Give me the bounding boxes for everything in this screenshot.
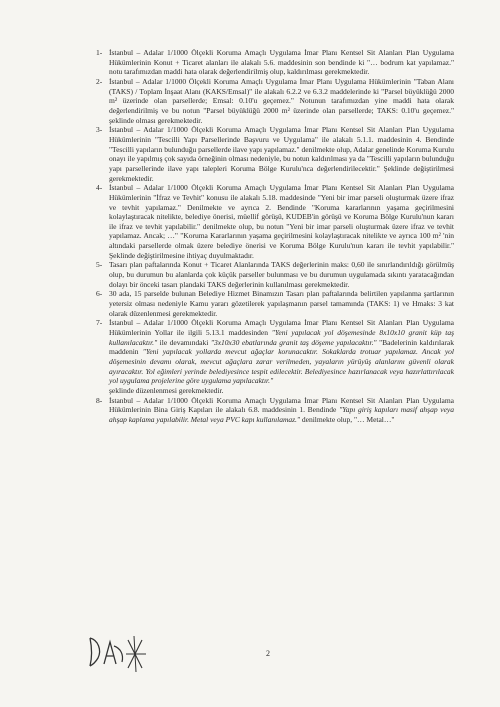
item-text: İstanbul – Adalar 1/1000 Ölçekli Koruma Amaçlı Uygulama İmar Planı Uygulama Hükümlerinin "Taban Alanı (TAKS) / Toplam İnşaat Alanı (KAKS/Emsal)" ile alakalı 6.2.2 ve 6.3.2 maddelerinde ki "Parsel büyüklüğü 2000 m² üzerinde olan parsellerde; Emsal: 0.10'u geçemez." Notunun tarafımızdan yine maddi hata olarak değerlendirilmiş ve bu notun "Parsel büyüklüğü 2000 m² üzerinde olan parsellerde; TAKS: 0.10'u geçemez." şeklinde olması gerekmektedir. <box>109 76 454 125</box>
item-text-plain: denilmekte olup, "… Metal…" <box>300 414 395 424</box>
item-list <box>96 48 454 425</box>
item-text <box>109 318 454 386</box>
item-quote: "3x10x30 ebatlarında granit taş döşeme yapılacaktır." <box>210 337 377 347</box>
list-item <box>96 289 454 318</box>
item-number: 4- <box>96 183 103 193</box>
page-number: 2 <box>266 649 270 658</box>
item-quote: "Yeni yapılacak yol döşemesinde 8x10x10 granit küp taş kullanılacaktır." <box>109 328 454 347</box>
list-item <box>96 260 454 289</box>
item-quote: "Yeni yapılacak yollarda mevcut ağaçlar korunacaktır. Sokaklarda trotuar yapılamaz. Ancak yol döşemesinin devamı olarak, mevcut ağaçlara zarar verilmeden, yayaların yürüyüş alanlarını güvenli olarak ayıracaktır. Yol eğimleri yerinde belediyesince tespit edilecektir. Belediyesince hazırlanacak veya hazırlattırılacak yol uygulama projelerine göre uygulama yapılacaktır." <box>109 347 454 386</box>
item-number: 7- <box>96 318 103 328</box>
item-text: İstanbul – Adalar 1/1000 Ölçekli Koruma Amaçlı Uygulama İmar Planı Kentsel Sit Alanları Plan Uygulama Hükümlerinin Konut + Ticaret alanları ile alakalı 5.6. maddesinin son bendinde ki "… bodrum kat yapılamaz." notu tarafımızdan maddi hata olarak değerlendirilmiş olup, kaldırılması gerekmektedir. <box>109 48 454 77</box>
item-number: 3- <box>96 125 103 135</box>
list-item <box>96 48 454 77</box>
item-number: 2- <box>96 76 103 86</box>
item-text-plain: İstanbul – Adalar 1/1000 Ölçekli Koruma Amaçlı Uygulama İmar Planı Kentsel Sit Alanları Plan Uygulama Hükümlerinin Yollar ile ilgili 5.13.1 maddesinden <box>109 318 454 338</box>
list-item <box>96 77 454 125</box>
list-item <box>96 318 454 395</box>
item-number: 6- <box>96 289 103 299</box>
item-text-tail: şeklinde düzenlenmesi gerekmektedir. <box>109 385 224 395</box>
item-text: 30 ada, 15 parselde bulunan Belediye Hizmet Binamızın Tasarı plan paftalarında belirtilen yapılanma şartlarının yetersiz olması nedeniyle Kamu yararı gözetilerek yapılaşmanın parsel tamamında (TAKS: 1) ve Hmaks: 3 kat olarak düzenlenmesi gerekmektedir. <box>109 289 454 318</box>
list-item <box>96 183 454 260</box>
item-text-plain: ile devamındaki <box>157 337 211 347</box>
item-number: 1- <box>96 48 103 57</box>
item-text-plain: "Badelerinin kaldırılarak maddenin <box>109 337 454 357</box>
item-quote: "Yapı giriş kapıları masif ahşap veya ahşap kaplama yapılabilir. Metal veya PVC kapı kullanılamaz." <box>109 405 454 424</box>
list-item <box>96 125 454 183</box>
item-text: İstanbul – Adalar 1/1000 Ölçekli Koruma Amaçlı Uygulama İmar Planı Kentsel Sit Alanları Plan Uygulama Hükümlerinin "İfraz ve Tevhit" konusu ile alakalı 5.18. maddesinde "Yeni bir imar parseli oluşturmak üzere ifraz ve tevhit yapılamaz." Denilmekte ve ayrıca 2. Bendinde "Koruma kararlarının yaşama geçirilmesini kolaylaştıracak nitelikte, belediye önerisi, müellif görüşü, KUDEB'in görüşü ve Koruma Bölge Kurulu'nun kararı ile ifraz ve tevhit yapılabilir." denilmekte olup, bu notun "Yeni bir imar parseli oluşturmak üzere ifraz ve tevhit yapılamaz. Ancak; …" "Koruma Kararlarının yaşama geçirilmesini kolaylaştıracak nitelikte ve ayrıca 100 m² 'nin altındaki parsellerde olmak üzere belediye önerisi ve Koruma Bölge Kurulu'nun kararı ile tevhit yapılabilir." Şeklinde değiştirilmesine ihtiyaç duyulmaktadır. <box>109 183 454 260</box>
item-number: 5- <box>96 260 103 270</box>
item-text: Tasarı plan paftalarında Konut + Ticaret Alanlarında TAKS değerlerinin maks: 0,60 ile sınırlandırıldığı görülmüş olup, bu durumun bu alanlarda çok küçük parseller bulunması ve bu durumun uygulamada sıkıntı yaratacağından dolayı bir önceki tasarı plandaki TAKS değerlerinin kullanılması gerekmektedir. <box>109 260 454 289</box>
item-text <box>109 396 454 425</box>
list-item <box>96 396 454 425</box>
item-text-plain: İstanbul – Adalar 1/1000 Ölçekli Koruma Amaçlı Uygulama İmar Planı Kentsel Sit Alanları Plan Uygulama Hükümlerinin Bina Giriş Kapıları ile alakalı 6.8. maddesinin 1. Bendinde <box>109 395 454 415</box>
item-text: İstanbul – Adalar 1/1000 Ölçekli Koruma Amaçlı Uygulama İmar Planı Kentsel Sit Alanları Plan Uygulama Hükümlerinin "Tescilli Yapı Parsellerinde Başvuru ve Uygulama" ile alakalı 5.1.1. maddesinin 4. Bendinde "Tescilli yapıların bulunduğu parsellerde ilave yapı yapılamaz." denilmekte olup, Adalar genelinde Koruma Kurulu onayı ile yapılmış çok sayıda örneğinin olması nedeniyle, bu notun kaldırılması ya da "Tescilli yapıların bulunduğu yapı parsellerinde ilave yapı talepleri Koruma Bölge Kurulu'nca değerlendirilecektir." Şeklinde değiştirilmesi gerekmektedir. <box>109 125 454 183</box>
handwritten-signature <box>84 628 174 674</box>
item-number: 8- <box>96 395 103 405</box>
